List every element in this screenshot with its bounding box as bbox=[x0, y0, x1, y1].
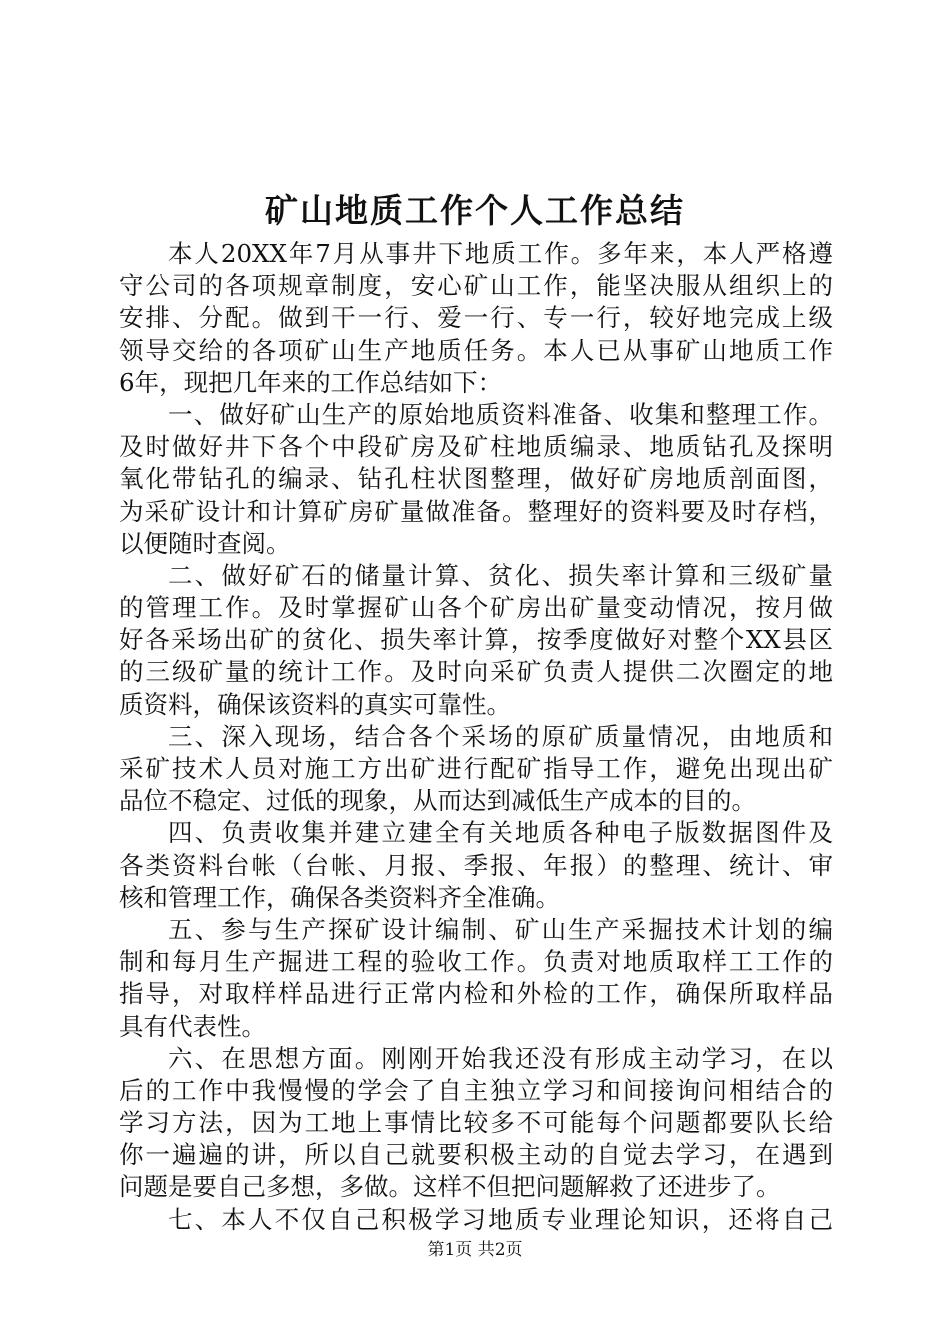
document-body bbox=[119, 238, 833, 1236]
text-line: 各类资料台帐（台帐、月报、季报、年报）的整理、统计、审 bbox=[119, 850, 833, 880]
text-line: 的管理工作。及时掌握矿山各个矿房出矿量变动情况，按月做 bbox=[119, 593, 833, 623]
text-line: 制和每月生产掘进工程的验收工作。负责对地质取样工工作的 bbox=[119, 947, 833, 977]
text-line: 五、参与生产探矿设计编制、矿山生产采掘技术计划的编 bbox=[168, 914, 833, 944]
text-line: 安排、分配。做到干一行、爱一行、专一行，较好地完成上级 bbox=[119, 303, 833, 333]
text-line: 核和管理工作，确保各类资料齐全准确。 bbox=[119, 882, 560, 912]
text-line: 一、做好矿山生产的原始地质资料准备、收集和整理工作。 bbox=[168, 399, 833, 429]
text-line: 氧化带钻孔的编录、钻孔柱状图整理，做好矿房地质剖面图， bbox=[119, 464, 833, 494]
text-line: 的三级矿量的统计工作。及时向采矿负责人提供二次圈定的地 bbox=[119, 657, 833, 687]
text-line: 6年，现把几年来的工作总结如下： bbox=[119, 367, 503, 397]
text-line: 以便随时查阅。 bbox=[119, 528, 291, 558]
text-line: 采矿技术人员对施工方出矿进行配矿指导工作，避免出现出矿 bbox=[119, 754, 833, 783]
text-line: 二、做好矿石的储量计算、贫化、损失率计算和三级矿量 bbox=[168, 560, 833, 590]
text-line: 好各采场出矿的贫化、损失率计算，按季度做好对整个XX县区 bbox=[119, 625, 833, 655]
text-line: 三、深入现场，结合各个采场的原矿质量情况，由地质和 bbox=[168, 721, 833, 751]
page-footer: 第1页 共2页 bbox=[427, 1240, 523, 1260]
text-line: 为采矿设计和计算矿房矿量做准备。整理好的资料要及时存档， bbox=[119, 496, 833, 526]
text-line: 学习方法，因为工地上事情比较多不可能每个问题都要队长给 bbox=[119, 1108, 833, 1138]
text-line: 指导，对取样样品进行正常内检和外检的工作，确保所取样品 bbox=[119, 979, 833, 1009]
text-line: 守公司的各项规章制度，安心矿山工作，能坚决服从组织上的 bbox=[119, 271, 833, 301]
text-line: 领导交给的各项矿山生产地质任务。本人已从事矿山地质工作 bbox=[119, 335, 833, 365]
text-line: 质资料，确保该资料的真实可靠性。 bbox=[119, 689, 511, 719]
text-line: 具有代表性。 bbox=[119, 1011, 266, 1041]
text-line: 及时做好井下各个中段矿房及矿柱地质编录、地质钻孔及探明 bbox=[119, 432, 833, 462]
text-line: 本人20XX年7月从事井下地质工作。多年来，本人严格遵 bbox=[168, 239, 833, 268]
text-line: 后的工作中我慢慢的学会了自主独立学习和间接询问相结合的 bbox=[119, 1075, 833, 1105]
text-line: 六、在思想方面。刚刚开始我还没有形成主动学习，在以 bbox=[168, 1043, 833, 1073]
text-line: 七、本人不仅自己积极学习地质专业理论知识，还将自己 bbox=[168, 1204, 833, 1234]
text-line: 问题是要自己多想，多做。这样不但把问题解救了还进步了。 bbox=[119, 1172, 781, 1202]
text-line: 品位不稳定、过低的现象，从而达到减低生产成本的目的。 bbox=[119, 786, 756, 816]
text-line: 你一遍遍的讲，所以自己就要积极主动的自觉去学习，在遇到 bbox=[119, 1140, 833, 1170]
text-line: 四、负责收集并建立建全有关地质各种电子版数据图件及 bbox=[168, 818, 833, 848]
document-title: 矿山地质工作个人工作总结 bbox=[265, 191, 685, 230]
